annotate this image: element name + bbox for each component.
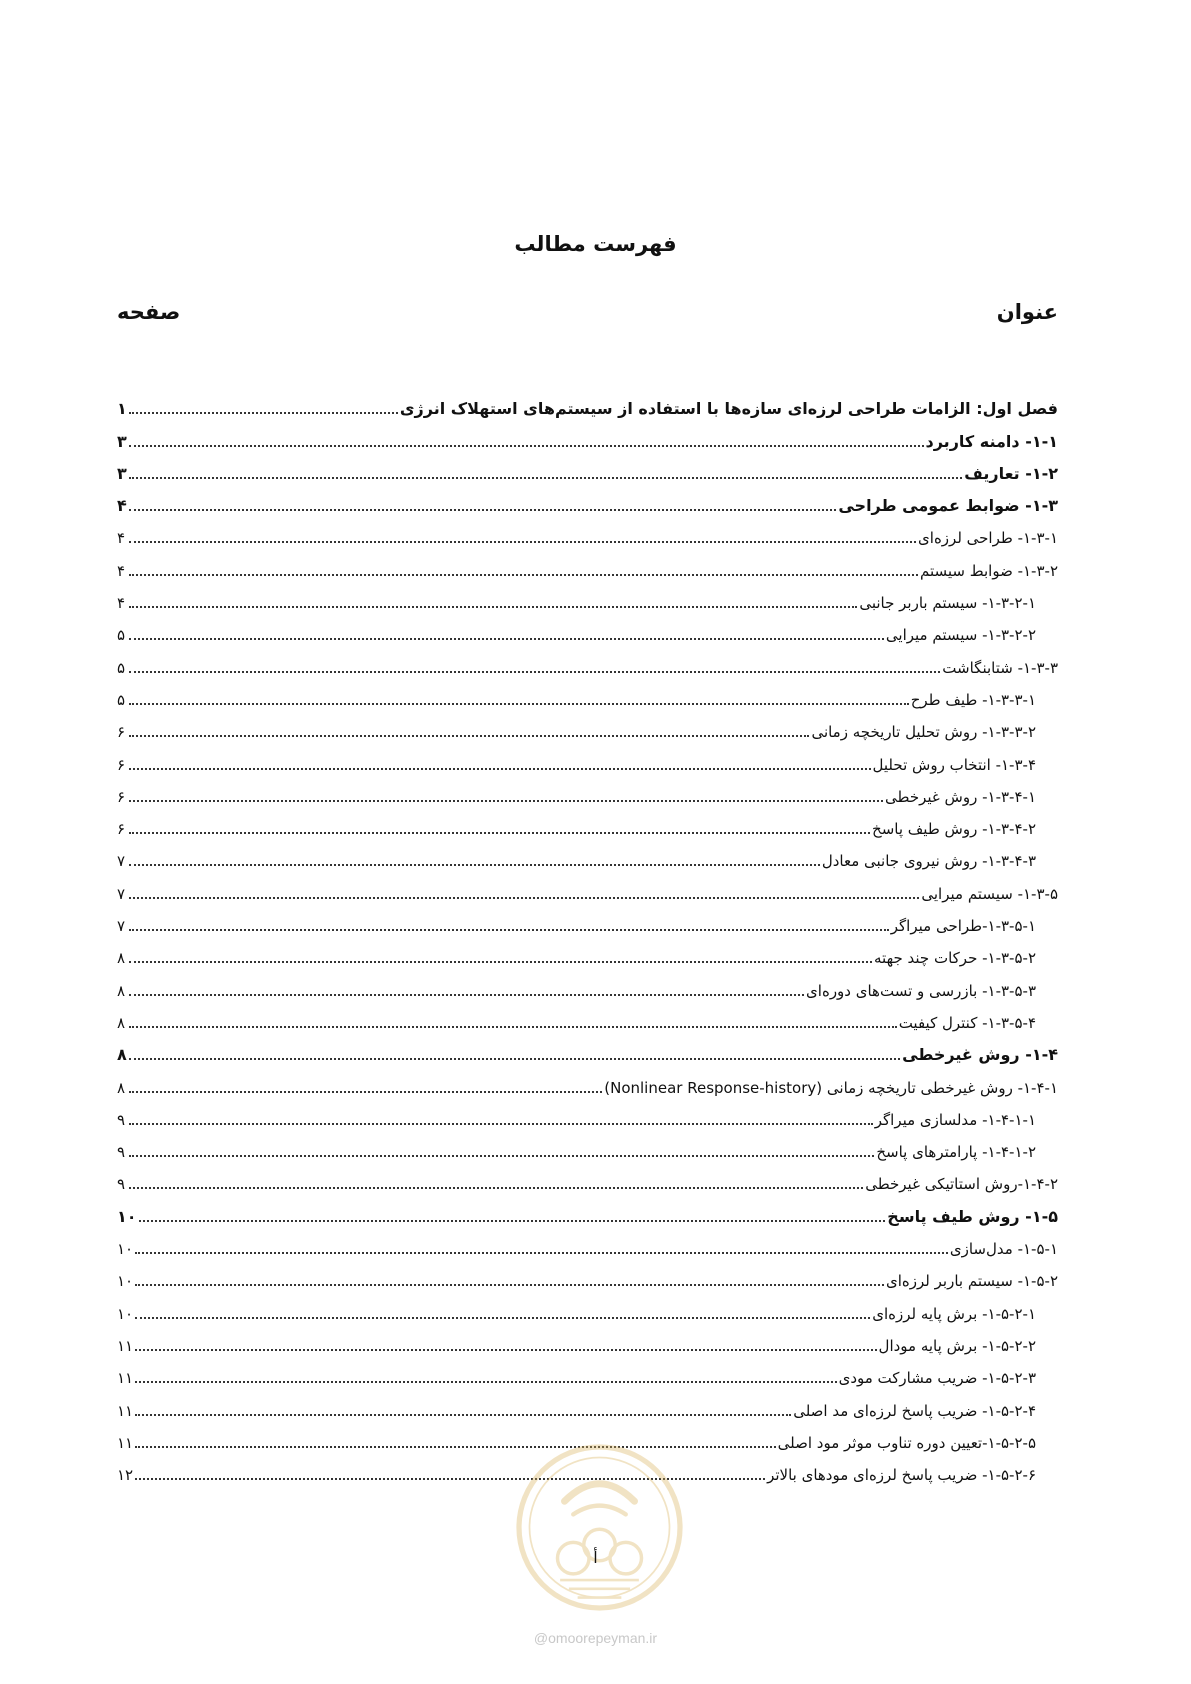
toc-entry-title: ۱-۴-۲-روش استاتیکی غیرخطی <box>865 1175 1058 1194</box>
toc-entry-page: ۱۰ <box>117 1240 134 1259</box>
toc-entry-title: ۱-۳-۵- سیستم میرایی <box>921 884 1058 903</box>
dot-leader <box>129 961 872 963</box>
toc-entry-title: ۱-۵-۲-۳- ضریب مشارکت مودی <box>838 1369 1036 1388</box>
toc-entry[interactable] <box>117 1362 1058 1394</box>
toc-entry-page: ۱۱ <box>117 1369 134 1388</box>
toc-entry-page: ۵ <box>117 690 126 709</box>
toc-entry-page: ۶ <box>117 820 126 839</box>
dot-leader <box>129 768 871 770</box>
column-header-title: عنوان <box>996 300 1058 324</box>
dot-leader <box>129 897 919 899</box>
toc-entry-title: ۱-۵-۲-۱- برش پایه لرزه‌ای <box>872 1304 1036 1323</box>
toc-entry[interactable] <box>117 1136 1058 1168</box>
toc-entry-title: ۱-۳-۳- شتابنگاشت <box>942 658 1058 677</box>
toc-entry-title: ۱-۳- ضوابط عمومی طراحی <box>838 496 1058 516</box>
toc-entry[interactable] <box>117 425 1058 457</box>
dot-leader <box>129 832 870 834</box>
toc-entry[interactable] <box>117 1265 1058 1297</box>
toc-entry-title: ۱-۵-۲-۲- برش پایه مودال <box>878 1336 1036 1355</box>
toc-entry-page: ۱۰ <box>117 1304 134 1323</box>
dot-leader <box>129 735 809 737</box>
toc-entry[interactable] <box>117 1200 1058 1232</box>
toc-entry-title: فصل اول: الزامات طراحی لرزه‌ای سازه‌ها با استفاده از سیستم‌های استهلاک انرژی <box>399 399 1058 419</box>
dot-leader <box>129 671 940 673</box>
toc-entry-title: ۱-۵-۲-۶- ضریب پاسخ لرزه‌ای مودهای بالاتر <box>767 1466 1036 1485</box>
toc-entry[interactable] <box>117 684 1058 716</box>
dot-leader <box>129 606 857 608</box>
toc-entry-page: ۶ <box>117 723 126 742</box>
toc-entry[interactable] <box>117 845 1058 877</box>
toc-entry[interactable] <box>117 748 1058 780</box>
column-header-page: صفحه <box>117 300 181 324</box>
dot-leader <box>129 445 924 447</box>
dot-leader <box>129 574 918 576</box>
toc-entry-page: ۱۱ <box>117 1401 134 1420</box>
dot-leader <box>129 1058 900 1060</box>
toc-entry-title: ۱-۳-۳-۱- طیف طرح <box>910 690 1036 709</box>
toc-entry-page: ۸ <box>117 1045 127 1065</box>
toc-entry-title: ۱-۳-۳-۲- روش تحلیل تاریخچه زمانی <box>811 723 1036 742</box>
toc-entry[interactable] <box>117 813 1058 845</box>
toc-entry-title: ۱-۴-۱-۱- مدلسازی میراگر <box>874 1110 1036 1129</box>
toc-entry[interactable] <box>117 587 1058 619</box>
dot-leader <box>129 638 884 640</box>
toc-entry-title: ۱-۳-۵-۳- بازرسی و تست‌های دوره‌ای <box>806 981 1036 1000</box>
toc-entry-title: ۱-۲- تعاریف <box>964 463 1058 483</box>
toc-entry-title: ۱-۳-۴-۱- روش غیرخطی <box>885 787 1036 806</box>
toc-entry-page: ۹ <box>117 1175 126 1194</box>
watermark-url: @omoorepeyman.ir <box>533 1630 658 1646</box>
toc-entry[interactable] <box>117 1330 1058 1362</box>
toc-entry-title: ۱-۳-۵-۴- کنترل کیفیت <box>898 1013 1036 1032</box>
toc-entry[interactable] <box>117 877 1058 909</box>
toc-entry-page: ۳ <box>117 431 127 451</box>
toc-entry-title: ۱-۳-۲-۲- سیستم میرایی <box>885 626 1036 645</box>
table-of-contents <box>117 393 1058 1491</box>
toc-entry-page: ۸ <box>117 981 126 1000</box>
toc-entry-page: ۷ <box>117 852 126 871</box>
dot-leader <box>135 1284 884 1286</box>
toc-entry-title: ۱-۴-۱-۲- پارامترهای پاسخ <box>876 1143 1036 1162</box>
dot-leader <box>135 1349 876 1351</box>
toc-entry-title: ۱-۳-۴- انتخاب روش تحلیل <box>872 755 1036 774</box>
toc-entry-page: ۴ <box>117 496 127 516</box>
dot-leader <box>129 994 804 996</box>
dot-leader <box>129 1187 863 1189</box>
toc-entry-page: ۹ <box>117 1110 126 1129</box>
toc-entry[interactable] <box>117 1394 1058 1426</box>
dot-leader <box>139 1220 886 1222</box>
dot-leader <box>129 477 962 479</box>
toc-entry[interactable] <box>117 1071 1058 1103</box>
toc-entry[interactable] <box>117 651 1058 683</box>
toc-entry-page: ۱۱ <box>117 1336 134 1355</box>
toc-entry-page: ۷ <box>117 917 126 936</box>
toc-entry-title: ۱-۵- روش طیف پاسخ <box>887 1206 1058 1226</box>
dot-leader <box>135 1252 948 1254</box>
toc-entry-title: ۱-۳-۲-۱- سیستم باربر جانبی <box>859 594 1036 613</box>
toc-entry-page: ۸ <box>117 949 126 968</box>
toc-entry[interactable] <box>117 1039 1058 1071</box>
toc-entry[interactable] <box>117 974 1058 1006</box>
dot-leader <box>129 703 909 705</box>
toc-entry-title: ۱-۳-۴-۳- روش نیروی جانبی معادل <box>821 852 1036 871</box>
toc-entry-page: ۶ <box>117 787 126 806</box>
toc-entry-title: ۱-۳-۱- طراحی لرزه‌ای <box>918 529 1058 548</box>
dot-leader <box>135 1381 836 1383</box>
dot-leader <box>129 1155 874 1157</box>
dot-leader <box>129 800 883 802</box>
toc-entry-page: ۱ <box>117 399 127 419</box>
toc-entry[interactable] <box>117 1104 1058 1136</box>
toc-entry-page: ۱۰ <box>117 1206 137 1226</box>
toc-entry-page: ۹ <box>117 1143 126 1162</box>
watermark-logo-icon <box>512 1440 687 1615</box>
dot-leader <box>129 1026 897 1028</box>
toc-entry[interactable] <box>117 716 1058 748</box>
toc-entry-title: ۱-۵-۱- مدل‌سازی <box>949 1240 1058 1259</box>
dot-leader <box>129 864 820 866</box>
toc-entry[interactable] <box>117 1233 1058 1265</box>
toc-entry-page: ۴ <box>117 561 126 580</box>
toc-entry[interactable] <box>117 1007 1058 1039</box>
toc-entry[interactable] <box>117 393 1058 425</box>
toc-entry[interactable] <box>117 458 1058 490</box>
toc-entry[interactable] <box>117 910 1058 942</box>
toc-entry-page: ۸ <box>117 1013 126 1032</box>
toc-entry[interactable] <box>117 490 1058 522</box>
toc-entry-title: ۱-۳-۵-۲- حرکات چند جهته <box>874 949 1036 968</box>
toc-entry-page: ۱۲ <box>117 1466 134 1485</box>
toc-entry-page: ۷ <box>117 884 126 903</box>
dot-leader <box>135 1414 791 1416</box>
toc-entry-page: ۳ <box>117 463 127 483</box>
toc-entry-title: ۱-۵-۲-۵-تعیین دوره تناوب موثر مود اصلی <box>777 1433 1036 1452</box>
toc-entry[interactable] <box>117 554 1058 586</box>
toc-entry-page: ۱۱ <box>117 1433 134 1452</box>
page-number: أ <box>593 1548 598 1567</box>
toc-entry[interactable] <box>117 1297 1058 1329</box>
dot-leader <box>129 1123 873 1125</box>
toc-entry-page: ۴ <box>117 594 126 613</box>
toc-entry-page: ۴ <box>117 529 126 548</box>
dot-leader <box>129 929 889 931</box>
toc-entry-title: ۱-۳-۲- ضوابط سیستم <box>919 561 1058 580</box>
dot-leader <box>129 541 916 543</box>
toc-entry-title: ۱-۴- روش غیرخطی <box>902 1045 1058 1065</box>
page-title: فهرست مطالب <box>514 232 677 256</box>
toc-entry-page: ۵ <box>117 626 126 645</box>
toc-entry[interactable] <box>117 619 1058 651</box>
toc-entry-title: ۱-۵-۲- سیستم باربر لرزه‌ای <box>886 1272 1058 1291</box>
toc-entry-page: ۱۰ <box>117 1272 134 1291</box>
dot-leader <box>129 412 398 414</box>
toc-entry-title: ۱-۱- دامنه کاربرد <box>925 431 1058 451</box>
toc-entry[interactable] <box>117 1168 1058 1200</box>
toc-entry[interactable] <box>117 781 1058 813</box>
toc-entry-title: ۱-۳-۵-۱-طراحی میراگر <box>890 917 1036 936</box>
toc-entry-title: ۱-۴-۱- روش غیرخطی تاریخچه زمانی (Nonlinear Response-history) <box>604 1078 1058 1097</box>
toc-entry[interactable] <box>117 942 1058 974</box>
toc-entry-title: ۱-۵-۲-۴- ضریب پاسخ لرزه‌ای مد اصلی <box>793 1401 1036 1420</box>
toc-entry[interactable] <box>117 522 1058 554</box>
dot-leader <box>129 1091 602 1093</box>
toc-entry-page: ۸ <box>117 1078 126 1097</box>
toc-entry-title: ۱-۳-۴-۲- روش طیف پاسخ <box>872 820 1036 839</box>
dot-leader <box>129 509 836 511</box>
toc-entry-page: ۵ <box>117 658 126 677</box>
dot-leader <box>135 1317 870 1319</box>
toc-entry-page: ۶ <box>117 755 126 774</box>
